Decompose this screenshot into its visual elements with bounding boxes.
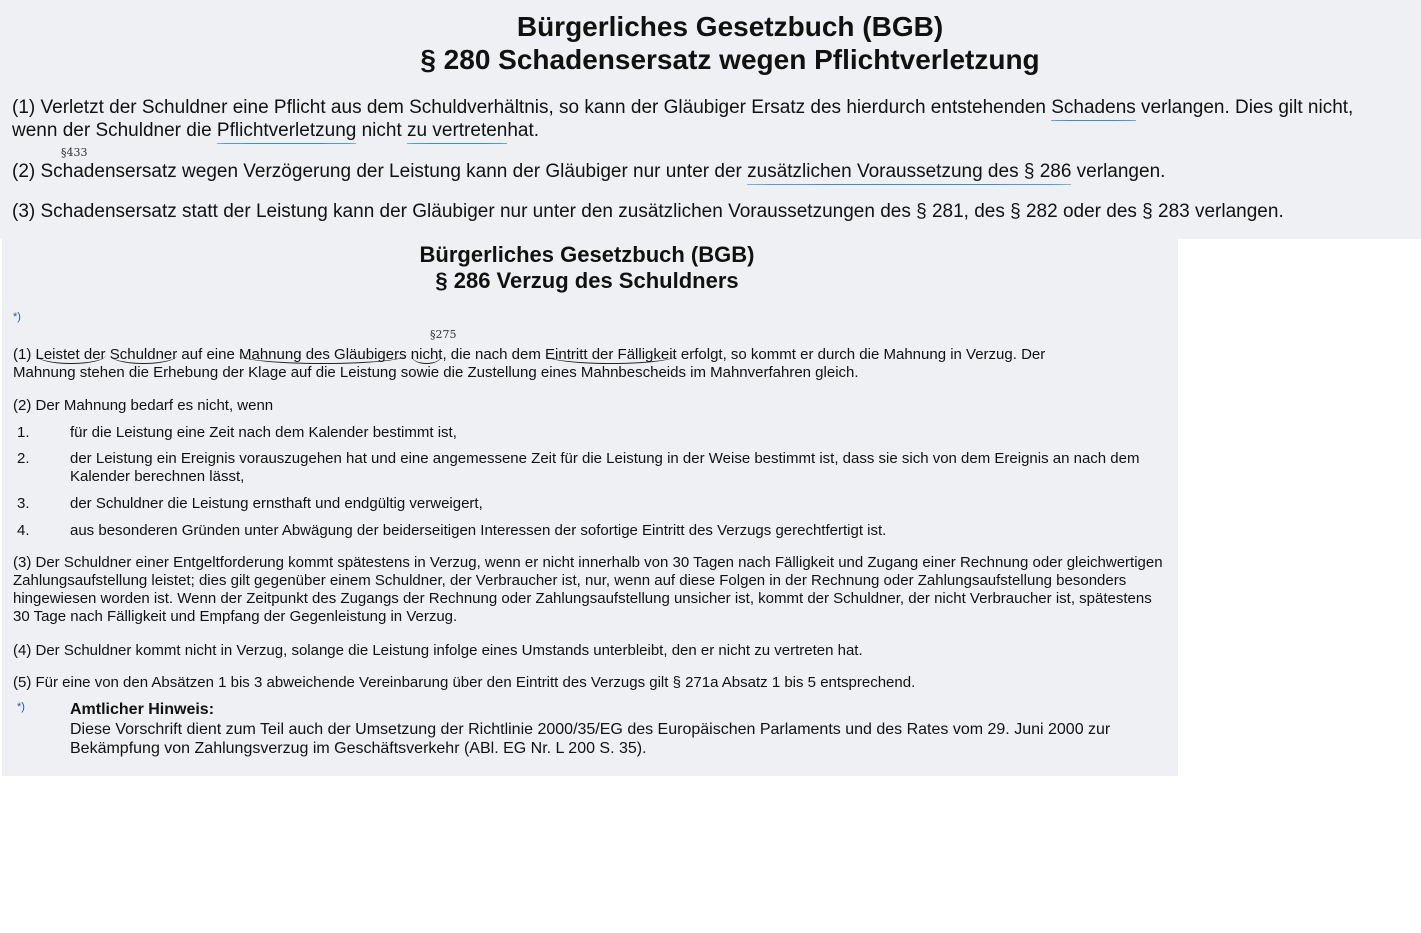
p286-1-e: auf eine: [177, 346, 239, 363]
list-item-number: 4.: [17, 522, 30, 539]
section-280-title-line1: Bürgerliches Gesetzbuch (BGB): [516, 11, 944, 42]
p1-text-c: verlangen. Dies gilt nicht,: [1135, 97, 1354, 118]
footnote-marker[interactable]: *): [13, 311, 21, 323]
p1-text-a: (1) Verletzt der Schuldner eine Pflicht aus dem Schuldverhältnis, so kann der Gläubiger Ersatz des hierdurch entstehenden: [12, 97, 1052, 118]
highlight-schadens: Schadens: [1051, 97, 1136, 118]
underline-mahnung-des-glaeubigers: Mahnung des Gläubigers: [238, 346, 407, 363]
p2-text-a: (2) Schadensersatz wegen Verzögerung der Leistung kann der Gläubiger nur unter der: [12, 161, 748, 182]
section-286-panel: [2, 239, 1178, 776]
section-280-paragraph-1-line-1: [12, 96, 1353, 119]
section-286-paragraph-5: (5) Für eine von den Absätzen 1 bis 3 abweichende Vereinbarung über den Eintritt des Verzugs gilt § 271a Absatz 1 bis 5 entsprechend.: [13, 674, 916, 691]
list-item-number: 3.: [17, 495, 30, 512]
section-280-paragraph-3: (3) Schadensersatz statt der Leistung kann der Gläubiger nur unter den zusätzlichen Voraussetzungen des § 281, des § 282 oder des § 283 verlangen.: [12, 201, 1284, 222]
section-286-paragraph-2-intro: (2) Der Mahnung bedarf es nicht, wenn: [13, 397, 274, 414]
p286-1-line-2: Mahnung stehen die Erhebung der Klage auf die Leistung sowie die Zustellung eines Mahnbescheids im Mahnverfahren gleich.: [13, 364, 859, 381]
p2-text-c: verlangen.: [1071, 161, 1166, 182]
underline-nicht: nicht: [410, 346, 443, 363]
note-label: Amtlicher Hinweis:: [70, 701, 215, 718]
underline-schuldner: Schuldner: [109, 346, 178, 363]
p286-1-k: erfolgt, so kommt er durch die Mahnung in Verzug. Der: [676, 346, 1046, 363]
section-286-title-line1: Bürgerliches Gesetzbuch (BGB): [419, 242, 755, 267]
section-286-title-line2: § 286 Verzug des Schuldners: [435, 268, 739, 293]
list-item-text: für die Leistung eine Zeit nach dem Kalender bestimmt ist,: [70, 424, 457, 441]
p286-1-line-1: [13, 346, 1163, 364]
annotation-275: §275: [430, 328, 457, 341]
list-item-number: 1.: [17, 424, 30, 441]
list-item-text: der Leistung ein Ereignis vorauszugehen hat und eine angemessene Zeit für die Leistung in der Weise bestimmt ist, dass sie sich von dem Ereignis an nach dem Kalender berechnen lässt,: [70, 450, 1140, 485]
list-item-text: der Schuldner die Leistung ernsthaft und endgültig verweigert,: [70, 495, 483, 512]
underline-eintritt-der-faelligkeit: Eintritt der Fälligkeit: [545, 346, 677, 363]
list-item-text: aus besonderen Gründen unter Abwägung der beiderseitigen Interessen der sofortige Eintritt des Verzugs gerechtfertigt ist.: [70, 522, 887, 539]
section-280-paragraph-1-line-2: [12, 119, 539, 142]
p1-text-h: hat.: [507, 120, 540, 141]
highlight-zu-vertreten: zu vertreten: [407, 120, 508, 141]
underline-leistet-der: Leistet der: [35, 346, 106, 363]
section-280-paragraph-2: [12, 160, 1165, 183]
list-item-number: 2.: [17, 450, 30, 467]
highlight-pflichtverletzung: Pflichtverletzung: [216, 120, 357, 141]
section-280-title-line2: § 280 Schadensersatz wegen Pflichtverletzung: [420, 44, 1040, 75]
note-body: Diese Vorschrift dient zum Teil auch der Umsetzung der Richtlinie 2000/35/EG des Europäischen Parlaments und des Rates vom 29. Juni 2000 zur Bekämpfung von Zahlungsverzug im Geschäftsverkehr (ABl. EG Nr. L 200 S. 35).: [70, 721, 1111, 757]
section-286-paragraph-4: (4) Der Schuldner kommt nicht in Verzug, solange die Leistung infolge eines Umstands unterbleibt, den er nicht zu vertreten hat.: [13, 642, 863, 659]
section-286-paragraph-3: (3) Der Schuldner einer Entgeltforderung kommt spätestens in Verzug, wenn er nicht innerhalb von 30 Tagen nach Fälligkeit und Zugang einer Rechnung oder gleichwertigen Zahlungsaufstellung leistet; dies gilt gegenüber einem Schuldner, der Verbraucher ist, nur, wenn auf diese Folgen in der Rechnung oder Zahlungsaufstellung besonders hingewiesen worden ist. Wenn der Zeitpunkt des Zugangs der Rechnung oder Zahlungsaufstellung unsicher ist, kommt der Schuldner, der nicht Verbraucher ist, spätestens 30 Tage nach Fälligkeit und Empfang der Gegenleistung in Verzug.: [13, 554, 1163, 625]
p1-text-d: wenn der Schuldner die: [12, 120, 217, 141]
annotation-433: §433: [61, 146, 88, 159]
note-marker: *): [17, 701, 25, 713]
p286-1-i: , die nach dem: [442, 346, 546, 363]
p1-text-f: nicht: [356, 120, 408, 141]
highlight-voraussetzung-286: zusätzlichen Voraussetzung des § 286: [747, 161, 1072, 182]
section-286-title: [2, 242, 1172, 294]
section-280-title: [0, 10, 1421, 76]
section-286-paragraph-1: [13, 346, 1163, 382]
section-280-panel: [0, 0, 1421, 239]
p286-1-a: (1): [13, 346, 36, 363]
